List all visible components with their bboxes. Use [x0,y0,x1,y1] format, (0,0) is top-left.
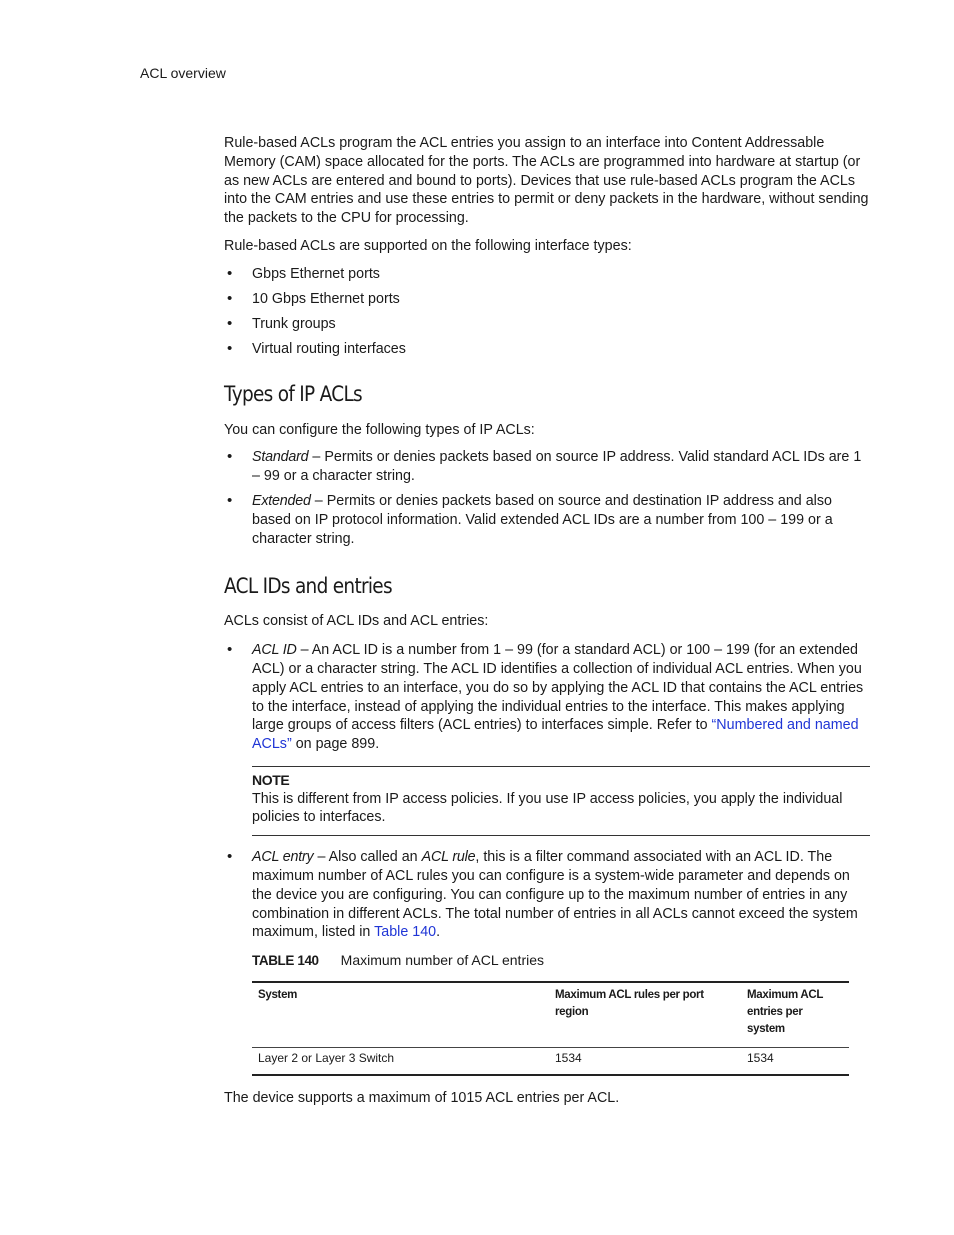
term-acl-rule: ACL rule [421,849,476,866]
acl-ids-list [224,641,870,754]
table-cell: 1534 [747,1051,774,1066]
numbered-named-acls-link[interactable]: “Numbered and named ACLs” [252,717,859,753]
table-row [252,1048,849,1076]
table-number: TABLE 140 [252,953,319,969]
note-box [252,766,870,836]
acl-entries-table [252,981,849,1076]
list-item: • Trunk groups [224,315,870,334]
table-header-row [252,982,849,1048]
section-heading-ids: ACL IDs and entries [224,574,392,599]
document-body [224,134,870,1108]
list-item: • Virtual routing interfaces [224,340,870,359]
term-acl-id: ACL ID [252,642,297,659]
section-heading-types: Types of IP ACLs [224,381,362,406]
ids-lead: ACLs consist of ACL IDs and ACL entries: [224,613,489,630]
acl-entry-list [224,848,870,942]
list-item-acl-entry: • ACL entry – Also called an ACL rule, this is a filter command associated with an ACL ID. The maximum number of ACL rules you can configure is a system-wide parameter and depends on the device you are configuring. You can configure up to the maximum number of entries in any combination in different ACLs. The total number of entries in all ACLs cannot exceed the system maximum, listed in Table 140. [224,848,870,942]
interface-types-lead: Rule-based ACLs are supported on the following interface types: [224,237,632,254]
term-acl-entry: ACL entry [252,849,314,866]
list-item-standard: • Standard – Permits or denies packets based on source IP address. Valid standard ACL IDs are 1 – 99 or a character string. [224,448,870,486]
table-caption [252,951,870,971]
acl-types-list [224,448,870,548]
running-header: ACL overview [140,65,226,81]
list-item-extended: • Extended – Permits or denies packets based on source and destination IP address and also based on IP protocol information. Valid extended ACL IDs are a number from 100 – 199 or a character string. [224,492,870,548]
table-140-link[interactable]: Table 140 [374,924,437,941]
column-header-rules-per-port-region: Maximum ACL rules per port region [549,982,741,1048]
term-extended: Extended [252,492,311,509]
note-title: NOTE [252,771,290,788]
column-header-system: System [252,982,549,1048]
table-cell: Layer 2 or Layer 3 Switch [258,1051,395,1066]
closing-paragraph: The device supports a maximum of 1015 ACL entries per ACL. [224,1090,620,1107]
note-text: This is different from IP access policies. If you use IP access policies, you apply the individual policies to interfaces. [252,790,843,826]
types-lead: You can configure the following types of IP ACLs: [224,421,535,438]
interface-types-list [224,265,870,359]
list-item: • 10 Gbps Ethernet ports [224,290,870,309]
table-cell: 1534 [555,1051,582,1066]
list-item: • Gbps Ethernet ports [224,265,870,284]
term-standard: Standard [252,449,309,466]
intro-paragraph: Rule-based ACLs program the ACL entries you assign to an interface into Content Addressable Memory (CAM) space allocated for the ports. The ACLs are programmed into hardware at startup (or as new ACLs are entered and bound to ports). Devices that use rule-based ACLs program the ACLs into the CAM entries and use these entries to permit or deny packets in the hardware, without sending the packets to the CPU for processing. [224,135,869,227]
column-header-entries-per-system: Maximum ACL entries per system [741,982,849,1048]
list-item-acl-id: • ACL ID – An ACL ID is a number from 1 – 99 (for a standard ACL) or 100 – 199 (for an extended ACL) or a character string. The ACL ID identifies a collection of individual ACL entries. When you apply ACL entries to an interface, you do so by applying the ACL ID that contains the ACL entries to the interface, instead of applying the individual entries to the interface. This makes applying large groups of access filters (ACL entries) to interfaces simple. Refer to “Numbered and named ACLs” on page 899. [224,641,870,754]
table-title: Maximum number of ACL entries [340,952,545,969]
